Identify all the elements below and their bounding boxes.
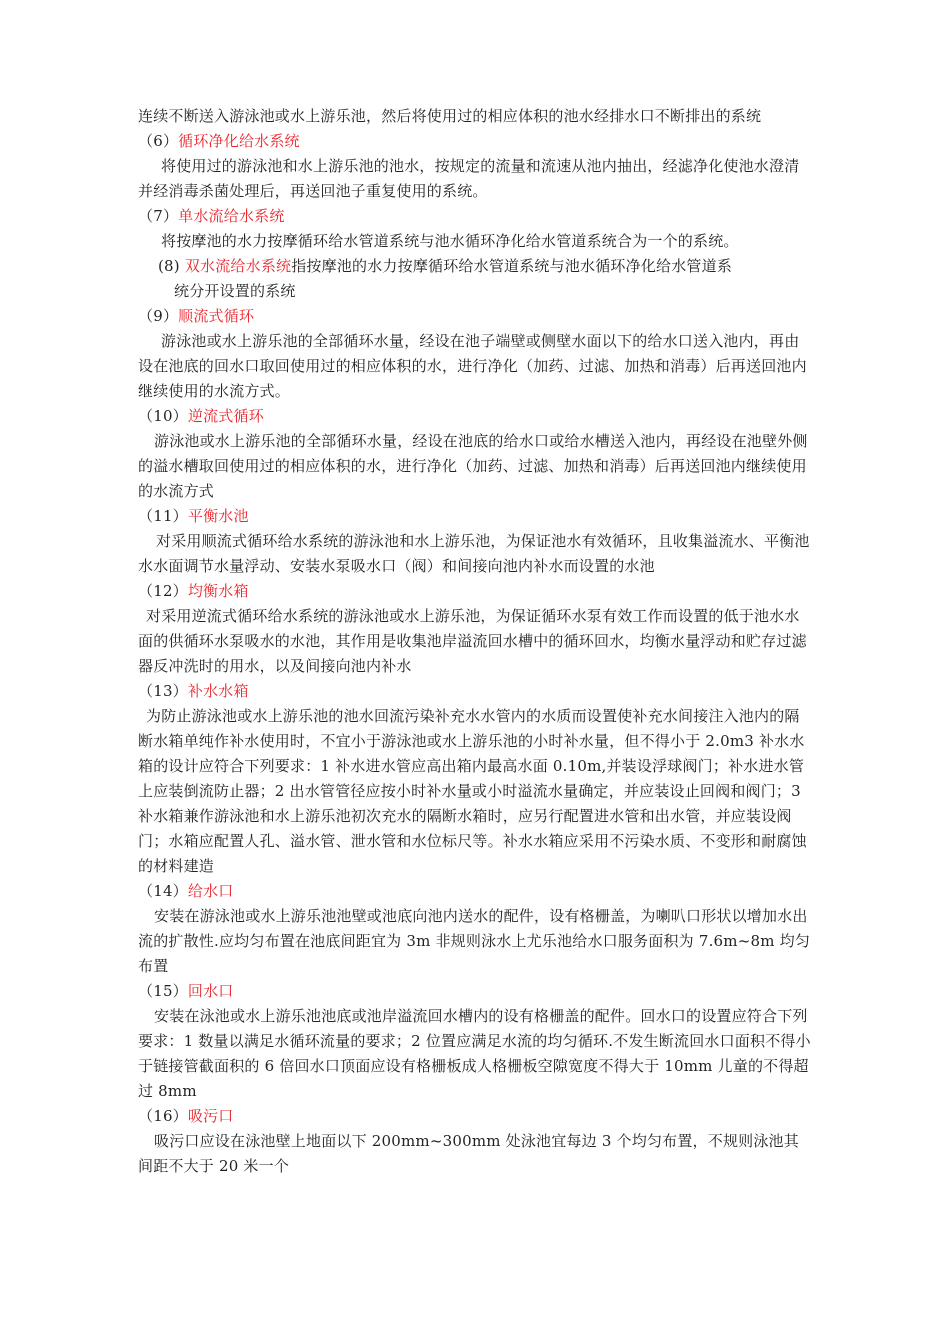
section-title: 单水流给水系统: [178, 207, 285, 225]
section-body-14: 安装在游泳池或水上游乐池池壁或池底向池内送水的配件，设有格栅盖，为喇叭口形状以增加水出流的扩散性.应均匀布置在池底间距宜为 3m 非规则泳水上尤乐池给水口服务面积为 7.6m~8m 均匀布置: [138, 907, 811, 975]
section-title: 平衡水池: [187, 507, 249, 525]
section-heading-12: [138, 579, 814, 604]
section-title: 逆流式循环: [187, 407, 264, 425]
section-body-13: 为防止游泳池或水上游乐池的池水回流污染补充水水管内的水质而设置使补充水间接注入池内的隔断水箱单纯作补水使用时，不宜小于游泳池或水上游乐池的小时补水量，但不得小于 2.0m3 补水水箱的设计应符合下列要求：1 补水进水管应高出箱内最高水面 0.10m,并装设浮球阀门；补水进水管上应装倒流防止器；2 出水管管径应按小时补水量或小时溢流水量确定，并应装设止回阀和阀门；3 补水箱兼作游泳池和水上游乐池初次充水的隔断水箱时，应另行配置进水管和出水管，并应装设阀门；水箱应配置人孔、溢水管、泄水管和水位标尺等。补水水箱应采用不污染水质、不变形和耐腐蚀的材料建造: [138, 707, 807, 875]
section-body-12: 对采用逆流式循环给水系统的游泳池或水上游乐池，为保证循环水泵有效工作而设置的低于池水水面的供循环水泵吸水的水池，其作用是收集池岸溢流回水槽中的循环回水，均衡水量浮动和贮存过滤器反冲洗时的用水，以及间接向池内补水: [138, 607, 807, 675]
section-title: 吸污口: [187, 1107, 234, 1125]
section-body-11: 对采用顺流式循环给水系统的游泳池和水上游乐池，为保证池水有效循环，且收集溢流水、平衡池水水面调节水量浮动、安装水泵吸水口（阀）和间接向池内补水而设置的水池: [138, 532, 810, 575]
section-number: （12）: [138, 582, 188, 600]
document-page: [138, 104, 814, 1179]
section-number: （11）: [138, 507, 188, 525]
section-heading-16: [138, 1104, 814, 1129]
section-body-7: 将按摩池的水力按摩循环给水管道系统与池水循环净化给水管道系统合为一个的系统。: [161, 232, 739, 250]
section-body-15: 安装在泳池或水上游乐池池底或池岸溢流回水槽内的设有格栅盖的配件。回水口的设置应符合下列要求：1 数量以满足水循环流量的要求；2 位置应满足水流的均匀循环.不发生断流回水口面积不得小于链接管截面积的 6 倍回水口顶面应设有格栅板成人格栅板空隙宽度不得大于 10mm 儿童的不得超过 8mm: [138, 1007, 811, 1100]
section-heading-7: [138, 204, 814, 229]
section-8: [138, 254, 814, 304]
section-number: （9）: [138, 307, 179, 325]
section-number: （16）: [138, 1107, 188, 1125]
section-body-8b: 统分开设置的系统: [174, 282, 296, 300]
section-title: 补水水箱: [187, 682, 249, 700]
section-number: （14）: [138, 882, 188, 900]
section-number: （6）: [138, 132, 179, 150]
section-title: 给水口: [187, 882, 234, 900]
section-number: （13）: [138, 682, 188, 700]
section-body-6: 将使用过的游泳池和水上游乐池的池水，按规定的流量和流速从池内抽出，经滤净化使池水澄清并经消毒杀菌处理后，再送回池子重复使用的系统。: [138, 157, 800, 200]
section-number: （10）: [138, 407, 188, 425]
section-body-16: 吸污口应设在泳池壁上地面以下 200mm~300mm 处泳池宜每边 3 个均匀布置，不规则泳池其间距不大于 20 米一个: [138, 1132, 799, 1175]
section-heading-11: [138, 504, 814, 529]
section-heading-6: [138, 129, 814, 154]
section-title: 双水流给水系统: [184, 257, 292, 275]
section-heading-13: [138, 679, 814, 704]
section-title: 均衡水箱: [187, 582, 249, 600]
section-number: (8): [158, 257, 180, 275]
section-body-10: 游泳池或水上游乐池的全部循环水量，经设在池底的给水口或给水槽送入池内，再经设在池壁外侧的溢水槽取回使用过的相应体积的水，进行净化（加药、过滤、加热和消毒）后再送回池内继续使用的水流方式: [138, 432, 808, 500]
section-heading-15: [138, 979, 814, 1004]
section-heading-14: [138, 879, 814, 904]
section-heading-9: [138, 304, 814, 329]
section-title: 回水口: [187, 982, 234, 1000]
intro-paragraph: 连续不断送入游泳池或水上游乐池，然后将使用过的相应体积的池水经排水口不断排出的系统: [138, 107, 762, 125]
section-body-8a: 指按摩池的水力按摩循环给水管道系统与池水循环净化给水管道系: [291, 257, 733, 275]
section-body-9: 游泳池或水上游乐池的全部循环水量，经设在池子端壁或侧壁水面以下的给水口送入池内，再由设在池底的回水口取回使用过的相应体积的水，进行净化（加药、过滤、加热和消毒）后再送回池内继续使用的水流方式。: [138, 332, 807, 400]
section-title: 顺流式循环: [178, 307, 255, 325]
section-number: （7）: [138, 207, 179, 225]
section-number: （15）: [138, 982, 188, 1000]
section-heading-10: [138, 404, 814, 429]
section-title: 循环净化给水系统: [178, 132, 300, 150]
